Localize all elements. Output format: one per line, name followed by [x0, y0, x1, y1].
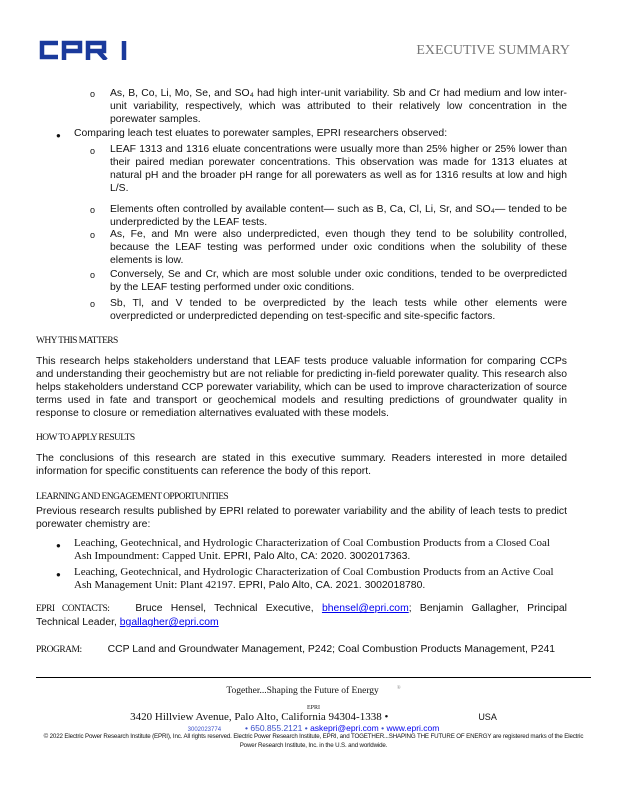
tagline-text: Together...Shaping the Future of Energy [226, 686, 379, 697]
email-link[interactable]: bgallagher@epri.com [119, 617, 219, 628]
footer-email-link[interactable]: askepri@epri.com [310, 723, 379, 733]
separator: • [381, 723, 385, 733]
reference-title: Leaching, Geotechnical, and Hydrologic Characterization of Coal Combustion Products from an Active Coal Ash Management Unit: Plant 42197 [74, 566, 554, 591]
contact-text: Bruce Hensel, Technical Executive, [135, 603, 322, 614]
contacts-label: EPRI CONTACTS: [36, 604, 110, 614]
address-text: 3420 Hillview Avenue, Palo Alto, California 94304-1338 • [130, 711, 389, 723]
registered-mark: ® [396, 686, 401, 691]
finding-item: LEAF 1313 and 1316 eluate concentrations were usually more than 25% higher or 25% lower than their paired median porewater concentrations. This observation was made for 1313 eluates at natural pH and the broader pH range for all porewaters as well as for 1316 results at low and high L/S. [110, 144, 567, 194]
epri-logo [38, 40, 128, 60]
country: USA [478, 712, 497, 722]
reference-publisher: . EPRI, Palo Alto, CA. 2021. [232, 580, 362, 591]
finding-heading: Comparing leach test eluates to porewater samples, EPRI researchers observed: [74, 128, 448, 139]
footer-org: EPRI [306, 705, 320, 711]
finding-item: Elements often controlled by available content— such as B, Ca, Cl, Li, Sr, and SO₄— tended to be underpredicted by the LEAF tests. [110, 204, 567, 228]
footer-divider [36, 677, 591, 678]
how-text: The conclusions of this research are stated in this executive summary. Readers interested in more detailed information for specific constituents can reference the body of this report. [36, 453, 567, 477]
finding-item: Conversely, Se and Cr, which are most soluble under oxic conditions, tended to be overpredicted by the LEAF testing performed under oxic conditions. [110, 269, 567, 293]
reference-id: 3002018780. [364, 580, 426, 591]
finding-item: As, B, Co, Li, Mo, Se, and SO₄ had high inter-unit variability. Sb and Cr had medium and low inter- unit variability, respectively, which was attributed to their relatively low concentration in the porewater samples. [110, 88, 567, 125]
bullet-icon: ● [56, 541, 61, 550]
phone: • 650.855.2121 • [245, 723, 308, 733]
finding-item: As, Fe, and Mn were also underpredicted, even though they tend to be solubility controlled, because the LEAF testing was performed under oxic conditions when the solubility of these elements is low. [110, 229, 567, 266]
bullet-icon: o [90, 270, 96, 280]
bullet-icon: ● [56, 131, 61, 140]
bullet-icon: o [90, 205, 96, 215]
why-text: This research helps stakeholders understand that LEAF tests produce valuable information for comparing CCPs and understanding their geochemistry but are not reliable for predicting in-field porewater quality. This research also helps stakeholders understand CCP porewater variability, which can be used to improve characterization of source terms used in fate and transport or geochemical models and resulting predictions of groundwater quality in response to closure or remediation alternatives evaluated with these models. [36, 356, 567, 419]
section-title: EXECUTIVE SUMMARY [416, 43, 570, 58]
learning-text: Previous research results published by EPRI related to porewater variability and the ability of leach tests to predict porewater chemistry are: [36, 506, 567, 530]
contacts [36, 602, 567, 629]
bullet-icon: o [90, 230, 96, 240]
website-link[interactable]: www.epri.com [386, 723, 440, 733]
bullet-icon: o [90, 299, 96, 309]
program-text: CCP Land and Groundwater Management, P242; Coal Combustion Products Management, P241 [107, 644, 556, 655]
tagline [36, 682, 591, 698]
bullet-icon: o [90, 89, 96, 99]
reference-item [74, 566, 554, 592]
bullet-icon: ● [56, 570, 61, 579]
reference-item [74, 537, 554, 563]
learning-heading: LEARNING AND ENGAGEMENT OPPORTUNITIES [36, 492, 229, 502]
reference-publisher: . EPRI, Palo Alto, CA: 2020. [217, 551, 347, 562]
finding-item: Sb, Tl, and V tended to be overpredicted by the leach tests while other elements were overpredicted or underpredicted depending on test-specific and site-specific factors. [110, 298, 567, 322]
how-heading: HOW TO APPLY RESULTS [36, 433, 135, 443]
program [36, 643, 567, 657]
program-label: PROGRAM: [36, 645, 82, 655]
why-heading: WHY THIS MATTERS [36, 336, 118, 346]
contact-text: ; Benjamin Gallagher, Principal Technical Leader, [36, 603, 567, 628]
reference-id: 3002017363. [349, 551, 411, 562]
order-number: 3002023774 [187, 727, 222, 733]
bullet-icon: o [90, 146, 96, 156]
email-link[interactable]: bhensel@epri.com [321, 603, 409, 614]
copyright: © 2022 Electric Power Research Institute (EPRI), Inc. All rights reserved. Electric Power Research Institute, EPRI, and TOGETHER...SHAPING THE FUTURE OF ENERGY are registered marks of the Electric Power Research Institute, Inc. in the U.S. and worldwide. [43, 733, 584, 749]
reference-title: Leaching, Geotechnical, and Hydrologic Characterization of Coal Combustion Products from a Closed Coal Ash Impoundment: Capped Unit [74, 537, 550, 562]
